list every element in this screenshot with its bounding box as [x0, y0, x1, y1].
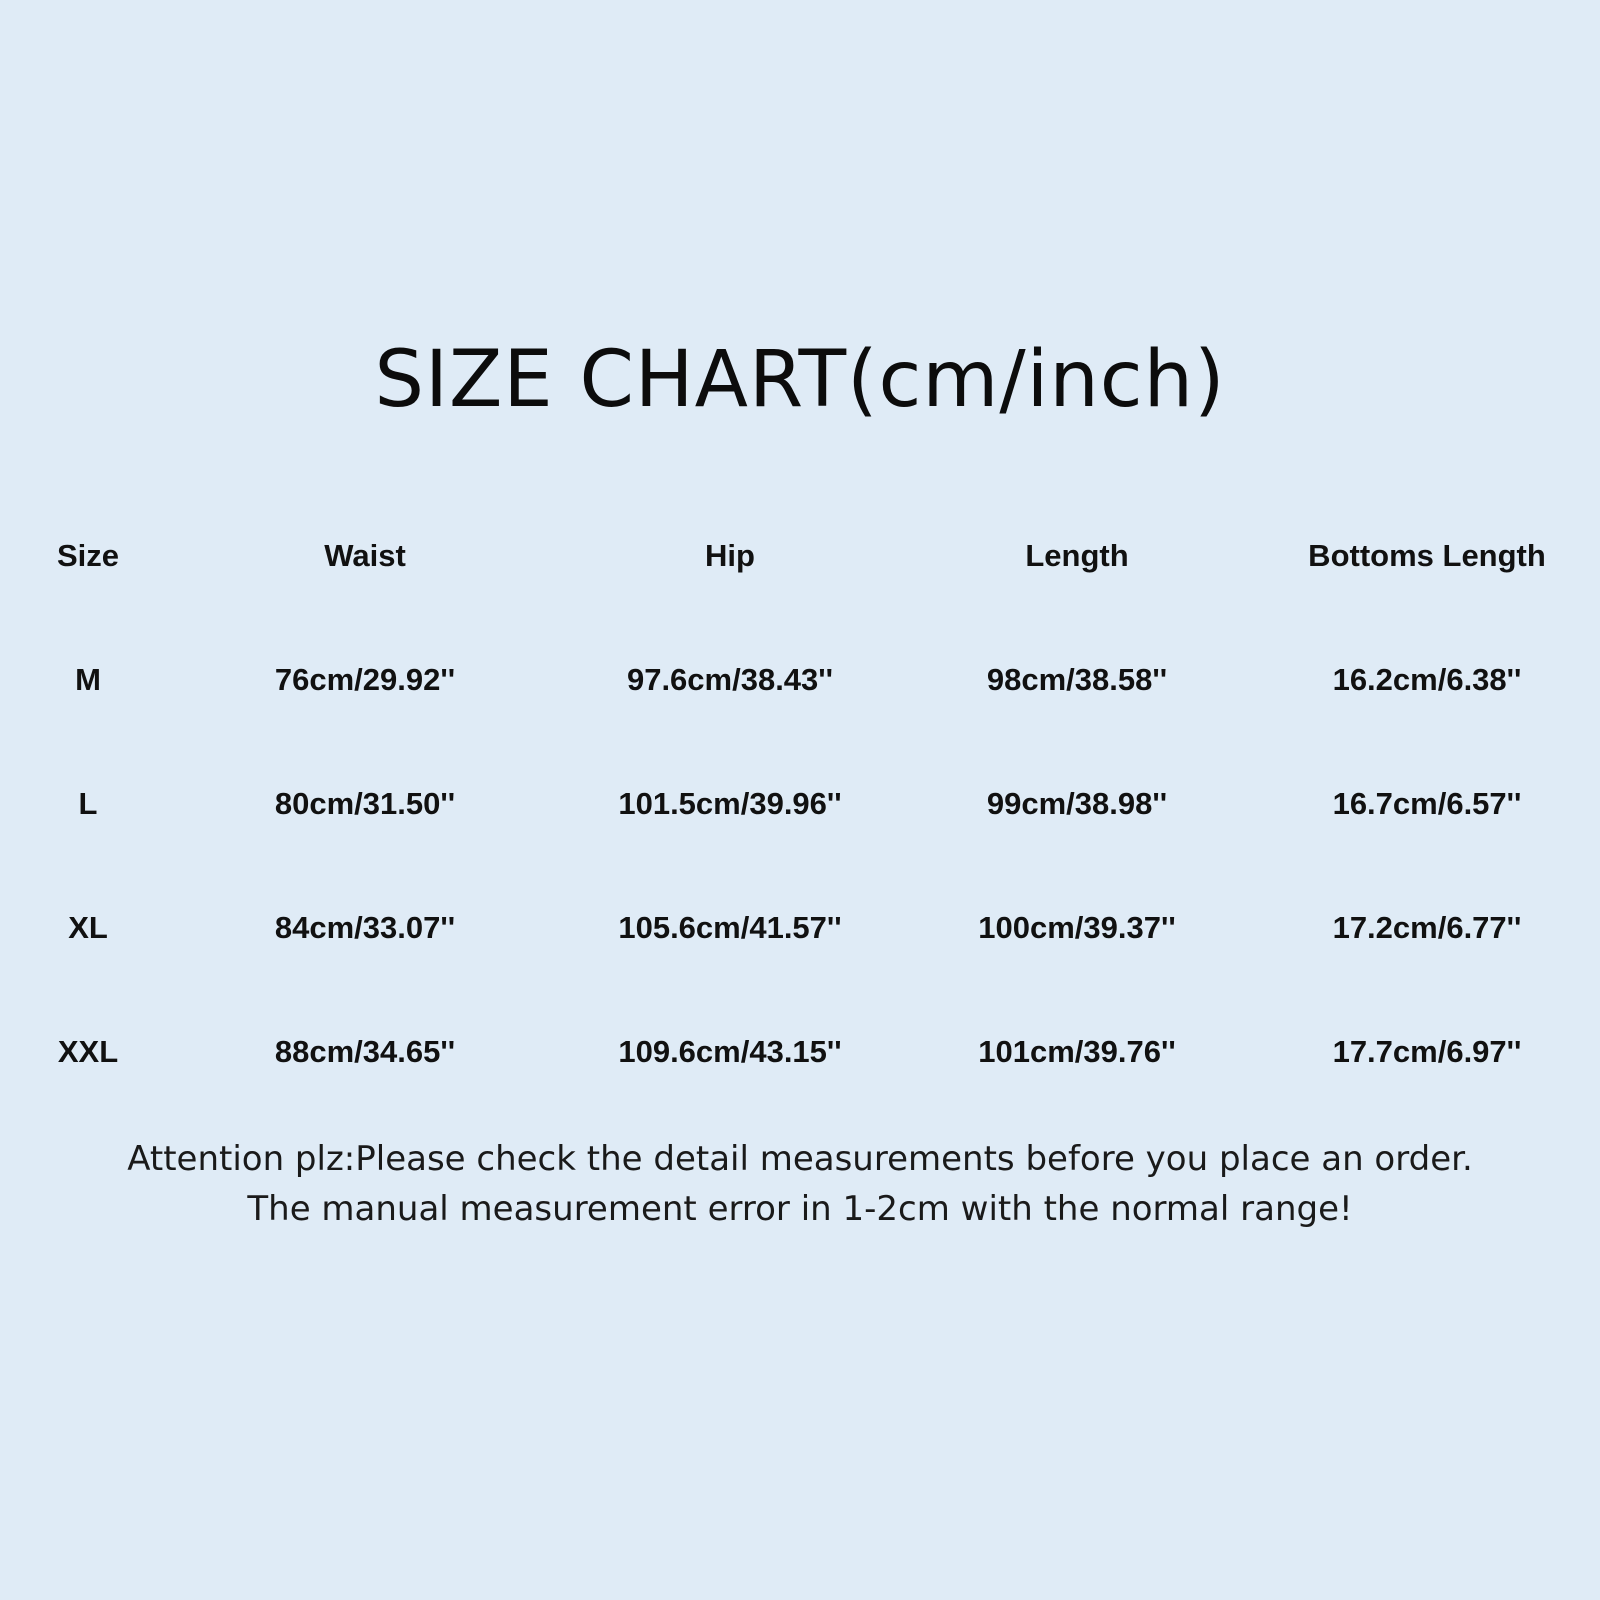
column-header-size: Size	[56, 538, 120, 573]
bottoms-length-cell: 17.2cm/6.77''	[1332, 910, 1522, 945]
waist-cell: 76cm/29.92''	[274, 662, 456, 697]
column-header-waist: Waist	[324, 538, 406, 573]
length-cell: 99cm/38.98''	[986, 786, 1168, 821]
hip-cell: 97.6cm/38.43''	[626, 662, 834, 697]
column-header-length: Length	[1025, 538, 1129, 573]
waist-cell: 88cm/34.65''	[274, 1034, 456, 1069]
size-cell: XXL	[57, 1034, 119, 1069]
size-cell: M	[75, 662, 101, 697]
length-cell: 101cm/39.76''	[978, 1034, 1176, 1069]
measurement-error-note: The manual measurement error in 1-2cm with the normal range!	[247, 1189, 1353, 1229]
size-cell: L	[78, 786, 98, 821]
size-cell: XL	[68, 910, 108, 945]
hip-cell: 109.6cm/43.15''	[618, 1034, 842, 1069]
length-cell: 98cm/38.58''	[986, 662, 1168, 697]
page-title: SIZE CHART(cm/inch)	[374, 335, 1226, 425]
column-header-bottoms-length: Bottoms Length	[1308, 538, 1546, 573]
length-cell: 100cm/39.37''	[978, 910, 1176, 945]
bottoms-length-cell: 17.7cm/6.97''	[1332, 1034, 1522, 1069]
hip-cell: 101.5cm/39.96''	[618, 786, 842, 821]
bottoms-length-cell: 16.7cm/6.57''	[1332, 786, 1522, 821]
bottoms-length-cell: 16.2cm/6.38''	[1332, 662, 1522, 697]
attention-note: Attention plz:Please check the detail measurements before you place an order.	[127, 1139, 1473, 1179]
hip-cell: 105.6cm/41.57''	[618, 910, 842, 945]
waist-cell: 84cm/33.07''	[274, 910, 456, 945]
column-header-hip: Hip	[705, 538, 755, 573]
waist-cell: 80cm/31.50''	[274, 786, 456, 821]
